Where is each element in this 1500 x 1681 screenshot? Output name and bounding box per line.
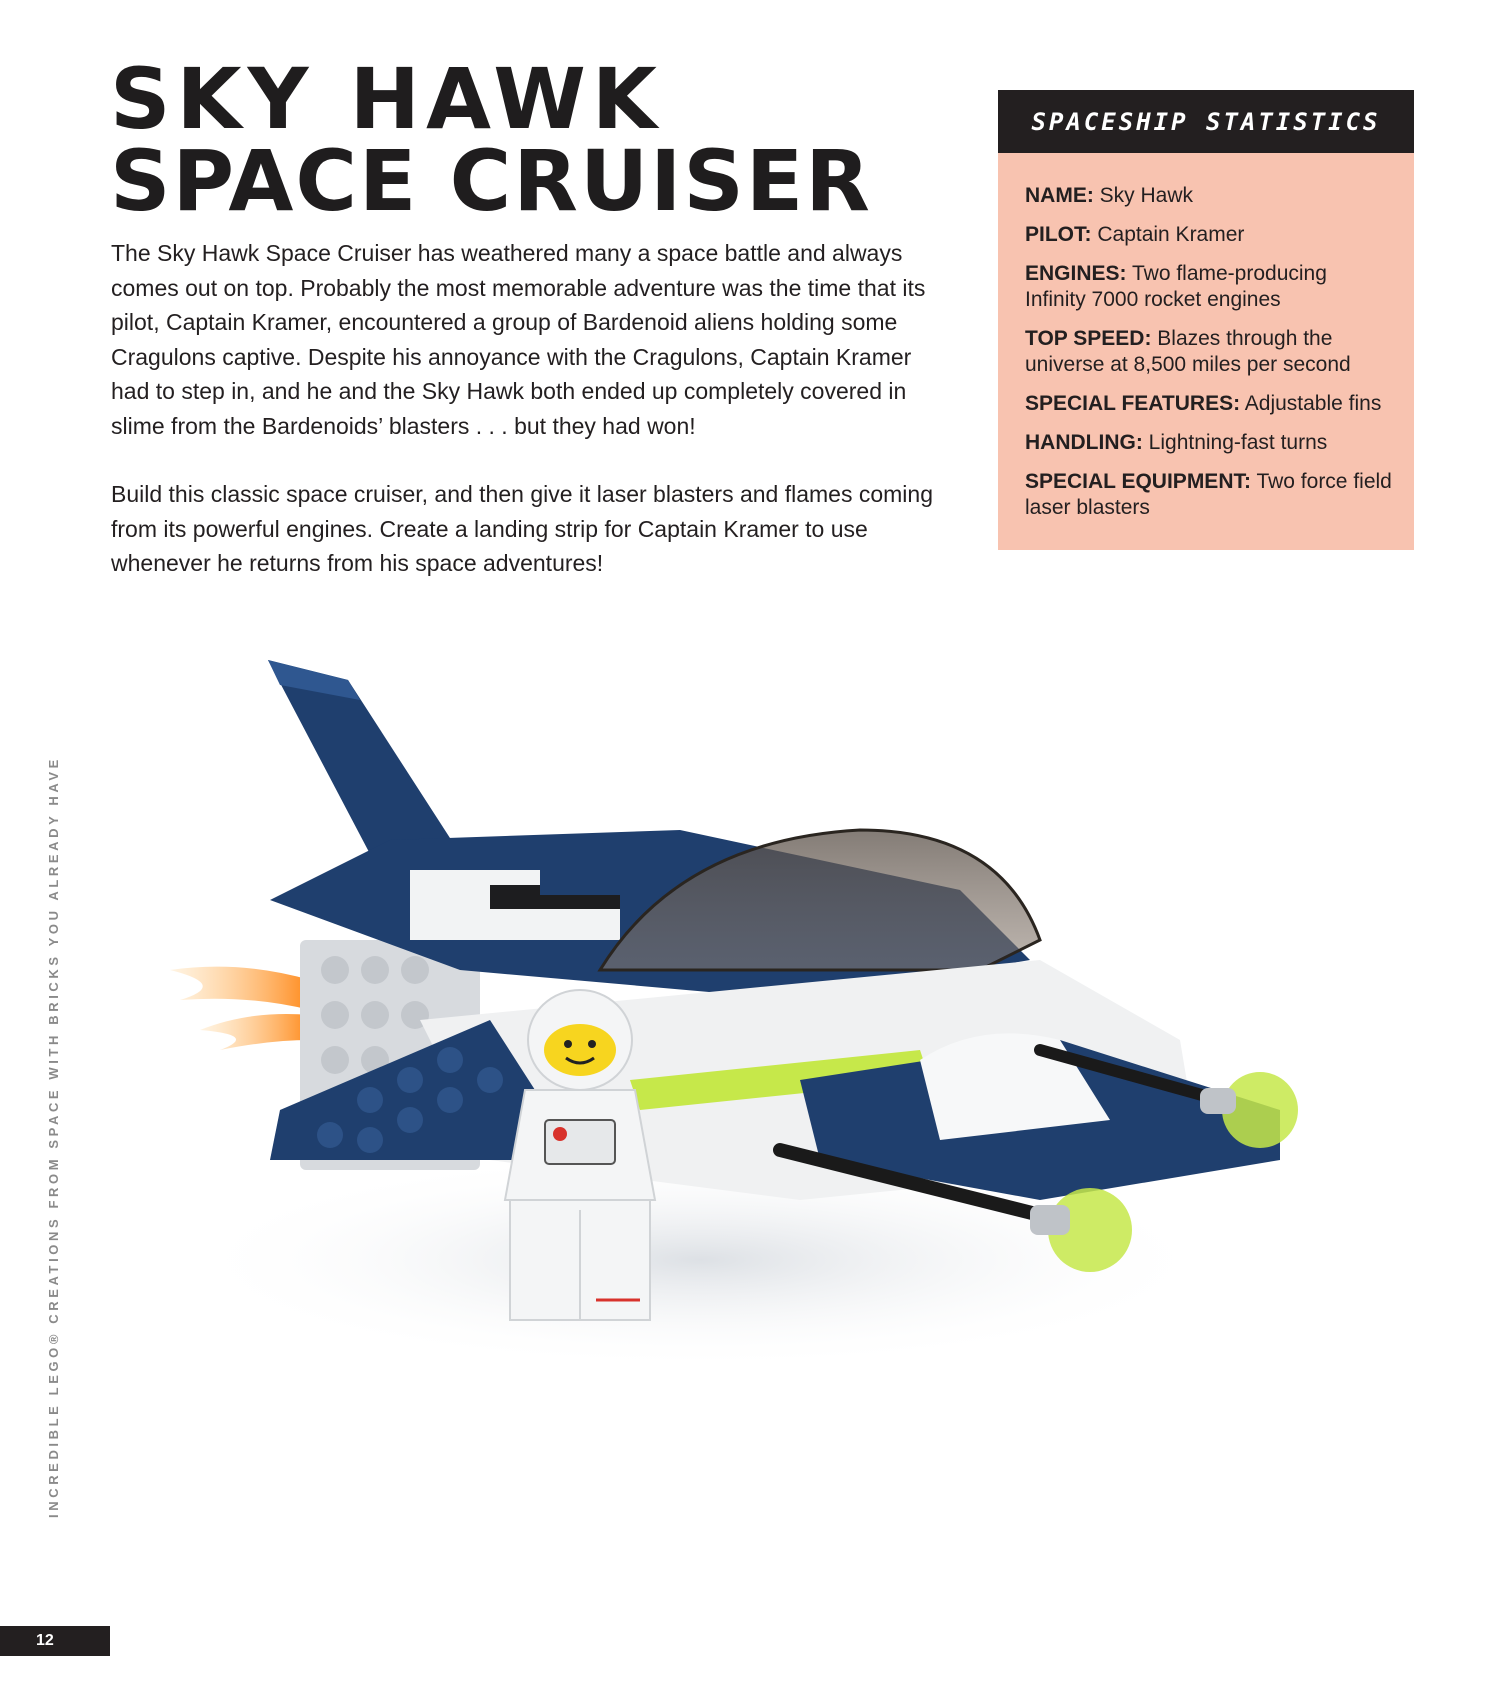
- paragraph-2: Build this classic space cruiser, and then give it laser blasters and flames coming from its powerful engines. Create a landing strip for Captain Kramer to use whenever he returns from his space adventures!: [111, 481, 934, 576]
- stat-label: SPECIAL FEATURES:: [1025, 392, 1241, 415]
- stat-value: Two flame-producing Infinity 7000 rocket engines: [1025, 262, 1327, 311]
- stat-label: HANDLING:: [1025, 431, 1143, 454]
- body-text: [111, 236, 956, 615]
- stats-header: [998, 90, 1414, 153]
- stat-pilot: [1025, 222, 1392, 248]
- stat-top-speed: [1025, 326, 1392, 378]
- spaceship-statistics-panel: [998, 90, 1414, 550]
- hull-dark-tile: [540, 855, 640, 895]
- page-title: [110, 50, 872, 230]
- stat-special-features: [1025, 391, 1392, 417]
- title-line-2: SPACE CRUISER: [110, 132, 872, 230]
- stats-list: [998, 153, 1414, 550]
- stat-value: Two force field laser blasters: [1025, 470, 1392, 519]
- page-number: 12: [0, 1626, 110, 1656]
- stat-engines: [1025, 261, 1392, 313]
- stat-value: Captain Kramer: [1097, 223, 1245, 246]
- astronaut-minifigure: [505, 990, 655, 1320]
- stat-label: TOP SPEED:: [1025, 327, 1152, 350]
- side-running-title: INCREDIBLE LEGO® CREATIONS FROM SPACE WITH BRICKS YOU ALREADY HAVE: [46, 756, 61, 1518]
- stat-name: [1025, 183, 1392, 209]
- stats-header-label: SPACESHIP STATISTICS: [1031, 107, 1381, 136]
- stat-handling: [1025, 430, 1392, 456]
- stat-value: Lightning-fast turns: [1148, 431, 1328, 454]
- stat-value: Blazes through the universe at 8,500 miles per second: [1025, 327, 1351, 376]
- title-line-1: SKY HAWK: [110, 50, 663, 148]
- spaceship-photo: [160, 640, 1440, 1430]
- paragraph-1: The Sky Hawk Space Cruiser has weathered many a space battle and always comes out on top. Probably the most memorable adventure was the time that its pilot, Captain Kramer, encountered a group of Bardenoid aliens holding some Cragulons captive. Despite his annoyance with the Cragulons, Captain Kramer had to step in, and he and the Sky Hawk both ended up completely covered in slime from the Bardenoids’ blasters . . . but they had won!: [111, 240, 926, 439]
- stat-value: Adjustable fins: [1244, 392, 1382, 415]
- stat-label: SPECIAL EQUIPMENT:: [1025, 470, 1251, 493]
- stat-label: NAME:: [1025, 184, 1094, 207]
- blaster-cone: [1030, 1205, 1070, 1235]
- stat-label: PILOT:: [1025, 223, 1092, 246]
- blaster-cone: [1200, 1088, 1236, 1114]
- engine-flame-icon: [200, 1014, 310, 1050]
- stat-value: Sky Hawk: [1099, 184, 1194, 207]
- stat-label: ENGINES:: [1025, 262, 1127, 285]
- stat-special-equipment: [1025, 469, 1392, 521]
- engine-flame-icon: [170, 967, 310, 1010]
